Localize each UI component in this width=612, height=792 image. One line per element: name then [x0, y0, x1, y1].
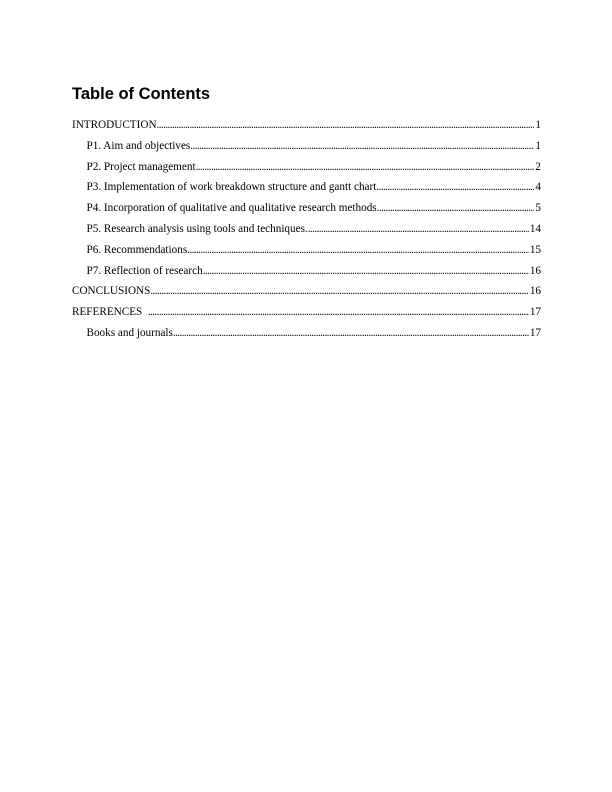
toc-entry-title: P6. Recommendations [86, 243, 188, 256]
dot-leader [377, 198, 535, 219]
toc-entry-page: 17 [529, 326, 541, 339]
dot-leader [148, 302, 529, 323]
toc-entry-page: 17 [529, 306, 541, 319]
toc-entry[interactable] [72, 198, 541, 219]
dot-leader [308, 219, 529, 240]
toc-heading: Table of Contents [72, 85, 211, 103]
toc-entry-title: INTRODUCTION [72, 119, 157, 131]
toc-entry-title: P1. Aim and objectives [86, 139, 191, 152]
toc-entry-page: 15 [529, 243, 541, 256]
toc-entry[interactable] [72, 281, 541, 302]
toc-entry-page: 1 [535, 139, 541, 152]
toc-entry[interactable] [72, 261, 541, 282]
dot-leader [187, 240, 529, 261]
toc-list [72, 115, 541, 344]
toc-entry-title: P3. Implementation of work breakdown structure and gantt chart [86, 181, 377, 194]
toc-entry-page: 5 [535, 202, 541, 215]
toc-entry-page: 2 [535, 160, 541, 173]
dot-leader [173, 323, 529, 344]
dot-leader [196, 157, 535, 178]
toc-entry-title: REFERENCES [72, 306, 148, 319]
dot-leader [190, 136, 534, 157]
toc-entry-title: P4. Incorporation of qualitative and qualitative research methods [86, 202, 377, 215]
toc-entry[interactable] [72, 177, 541, 198]
toc-entry[interactable] [72, 219, 541, 240]
toc-entry[interactable] [72, 157, 541, 178]
toc-entry-title: P7. Reflection of research [86, 264, 203, 277]
toc-entry-page: 16 [529, 264, 541, 277]
toc-entry-title: P2. Project management [86, 160, 196, 173]
toc-entry[interactable] [72, 240, 541, 261]
toc-entry[interactable] [72, 302, 541, 323]
toc-entry[interactable] [72, 136, 541, 157]
dot-leader [203, 261, 529, 282]
toc-entry-page: 16 [529, 285, 541, 298]
toc-entry[interactable] [72, 115, 541, 136]
dot-leader [150, 281, 528, 302]
toc-entry-page: 4 [535, 181, 541, 194]
toc-entry-title: P5. Research analysis using tools and techniques. [86, 222, 308, 235]
toc-entry-title: Books and journals [86, 326, 173, 339]
toc-entry-page: 14 [529, 222, 541, 235]
toc-entry-page: 1 [535, 119, 541, 131]
toc-entry[interactable] [72, 323, 541, 344]
dot-leader [157, 115, 535, 136]
toc-entry-title: CONCLUSIONS [72, 285, 151, 298]
dot-leader [376, 177, 534, 198]
